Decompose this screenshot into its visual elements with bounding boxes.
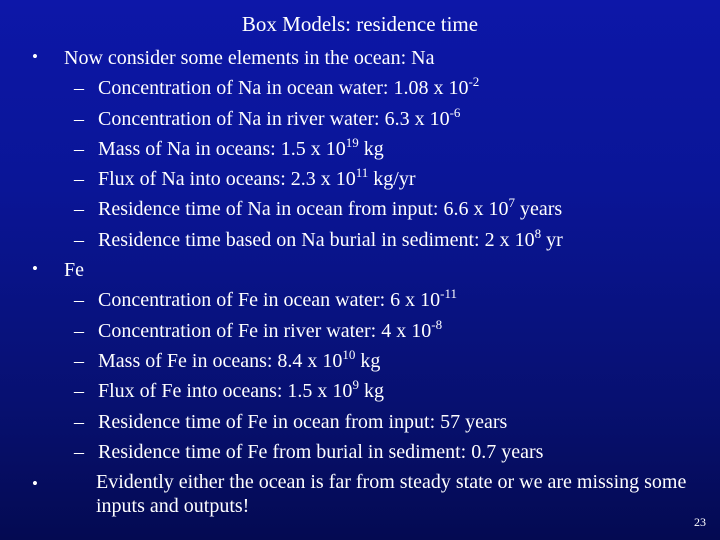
sub-item (32, 346, 692, 376)
dash-marker: – (74, 410, 84, 433)
bullet-na (32, 43, 692, 73)
bullet-marker: • (32, 474, 38, 494)
sub-item-text: Residence time of Na in ocean from input: 6.6 x $10^7$ years (98, 195, 563, 221)
sub-item-text: Concentration of Fe in ocean water: 6 x $10^{-11}$ (98, 286, 457, 312)
dash-marker: – (74, 349, 84, 372)
sub-item (32, 134, 692, 164)
sub-item-text: Concentration of Na in river water: 6.3 x $10^{-6}$ (98, 104, 461, 130)
sub-item (32, 164, 692, 194)
dash-marker: – (74, 107, 84, 130)
dash-marker: – (74, 440, 84, 463)
sub-item (32, 225, 692, 255)
dash-marker: – (74, 228, 84, 251)
slide-title: Box Models: residence time (241, 12, 479, 36)
sub-item-text: Residence time based on Na burial in sediment: 2 x $10^8$ yr (98, 225, 563, 251)
sub-item-text: Concentration of Na in ocean water: 1.08 x $10^{-2}$ (98, 74, 480, 100)
sub-item-text: Mass of Fe in oceans: 8.4 x $10^{10}$ kg (98, 346, 381, 372)
bullet-text: Evidently either the ocean is far from steady state or we are missing some inputs and outputs! (96, 471, 687, 518)
dash-marker: – (74, 137, 84, 160)
bullet-fe (32, 255, 692, 285)
dash-marker: – (74, 77, 84, 100)
sub-item (32, 437, 692, 467)
bullet-marker: • (32, 47, 38, 66)
bullet-text: Now consider some elements in the ocean: Na (64, 47, 435, 69)
sub-item (32, 194, 692, 224)
sub-item-text: Flux of Na into oceans: 2.3 x $10^{11}$ kg/yr (98, 165, 416, 191)
sub-item (32, 376, 692, 406)
sub-item (32, 73, 692, 103)
sub-item (32, 285, 692, 315)
page-number: 23 (694, 515, 706, 529)
sub-item-text: Residence time of Fe from burial in sediment: 0.7 years (98, 440, 544, 463)
dash-marker: – (74, 198, 84, 221)
bullet-conclusion (32, 467, 692, 518)
dash-marker: – (74, 319, 84, 342)
dash-marker: – (74, 289, 84, 312)
sub-item-text: Residence time of Fe in ocean from input: 57 years (98, 410, 508, 433)
sub-item (32, 316, 692, 346)
bullet-marker: • (32, 259, 38, 279)
sub-item-text: Mass of Na in oceans: 1.5 x $10^{19}$ kg (98, 134, 384, 160)
sub-item (32, 104, 692, 134)
dash-marker: – (74, 380, 84, 403)
sub-item-text: Flux of Fe into oceans: 1.5 x $10^9$ kg (98, 377, 384, 403)
bullet-text: Fe (64, 259, 84, 282)
dash-marker: – (74, 168, 84, 191)
sub-item (32, 407, 692, 437)
sub-item-text: Concentration of Fe in river water: 4 x $10^{-8}$ (98, 316, 443, 342)
slide-body (32, 43, 692, 518)
